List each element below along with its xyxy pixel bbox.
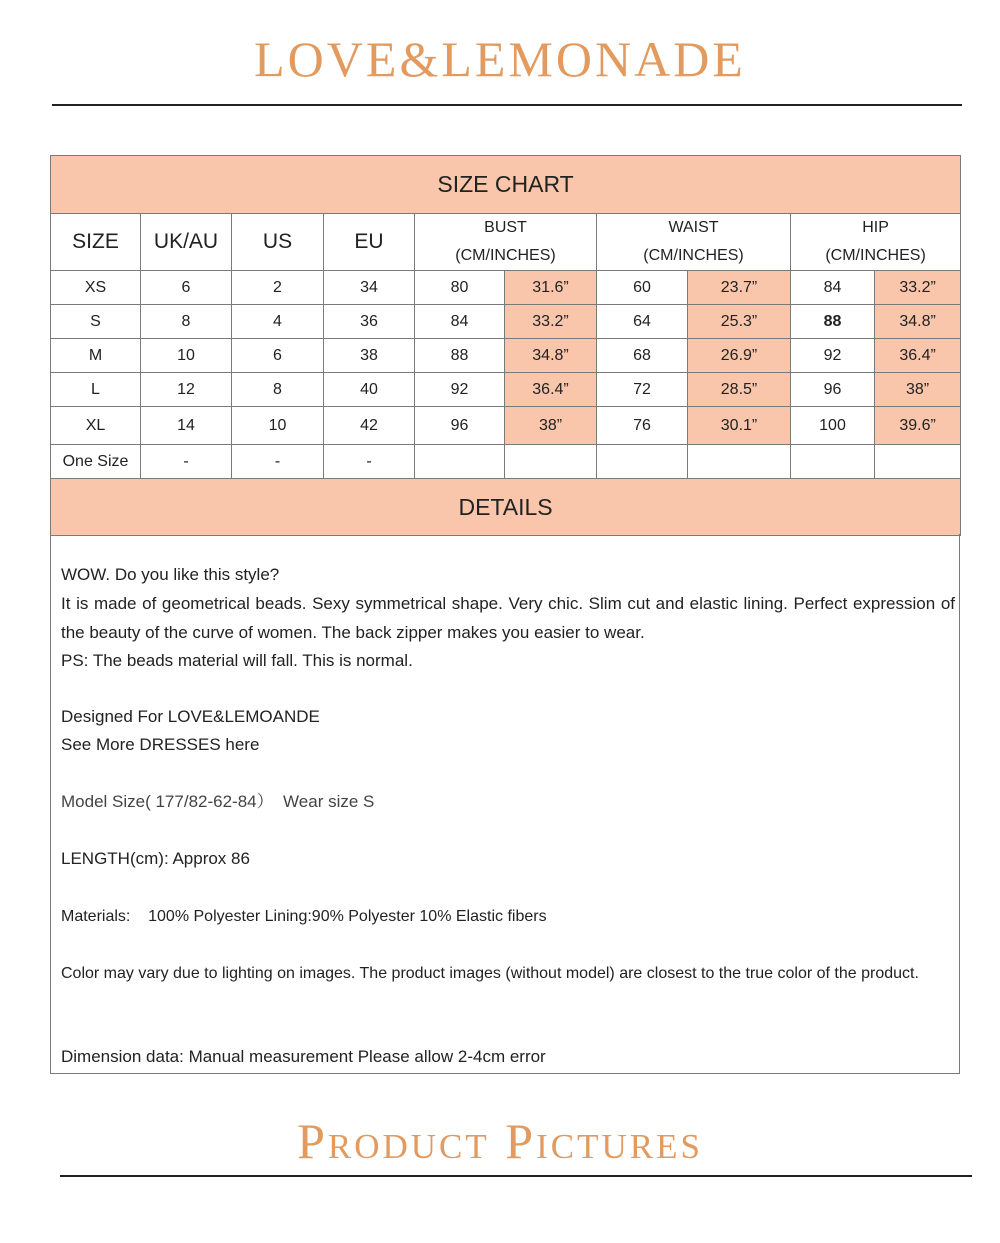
cell-size: S xyxy=(51,305,141,339)
cell-size: XL xyxy=(51,407,141,445)
table-row xyxy=(51,407,961,445)
hip-label: HIP xyxy=(862,219,889,236)
cell-ukau: 6 xyxy=(141,271,232,305)
cell-waist-in: 25.3” xyxy=(688,305,791,339)
hip-unit: (CM/INCHES) xyxy=(825,247,926,264)
cell-waist-cm: 72 xyxy=(597,373,688,407)
cell-waist-cm: 76 xyxy=(597,407,688,445)
cell-size: One Size xyxy=(51,445,141,479)
table-row xyxy=(51,339,961,373)
cell-eu: 34 xyxy=(324,271,415,305)
cell-waist-in: 30.1” xyxy=(688,407,791,445)
details-materials: Materials: 100% Polyester Lining:90% Polyester 10% Elastic fibers xyxy=(61,908,547,925)
cell-us: 10 xyxy=(232,407,324,445)
details-designed-for: Designed For LOVE&LEMOANDE xyxy=(61,707,320,726)
cell-bust-cm: 96 xyxy=(415,407,505,445)
cell-bust-cm: 84 xyxy=(415,305,505,339)
cell-bust-in: 38” xyxy=(505,407,597,445)
bust-label: BUST xyxy=(484,219,527,236)
cell-hip-in: 33.2” xyxy=(875,271,961,305)
cell-us: 6 xyxy=(232,339,324,373)
cell-waist-in: 28.5” xyxy=(688,373,791,407)
cell-size: XS xyxy=(51,271,141,305)
cell-bust-in xyxy=(505,445,597,479)
cell-eu: 38 xyxy=(324,339,415,373)
details-panel xyxy=(50,534,960,1074)
cell-waist-in xyxy=(688,445,791,479)
cell-hip-in xyxy=(875,445,961,479)
cell-ukau: - xyxy=(141,445,232,479)
details-title: DETAILS xyxy=(51,479,961,536)
column-header-us: US xyxy=(232,214,324,271)
column-header-waist xyxy=(597,214,791,271)
see-more-link[interactable]: See More DRESSES here xyxy=(61,735,260,754)
size-chart-table xyxy=(50,155,961,536)
cell-hip-cm: 96 xyxy=(791,373,875,407)
column-header-size: SIZE xyxy=(51,214,141,271)
column-header-hip xyxy=(791,214,961,271)
footer-divider xyxy=(60,1175,972,1177)
cell-hip-cm: 100 xyxy=(791,407,875,445)
cell-ukau: 14 xyxy=(141,407,232,445)
table-row xyxy=(51,445,961,479)
brand-title: LOVE&LEMONADE xyxy=(254,31,746,87)
header-divider xyxy=(52,104,962,106)
cell-bust-in: 31.6” xyxy=(505,271,597,305)
cell-bust-in: 34.8” xyxy=(505,339,597,373)
cell-waist-cm: 64 xyxy=(597,305,688,339)
details-ps: PS: The beads material will fall. This is normal. xyxy=(61,651,413,670)
cell-bust-in: 33.2” xyxy=(505,305,597,339)
cell-size: M xyxy=(51,339,141,373)
bust-unit: (CM/INCHES) xyxy=(455,247,556,264)
size-chart-title: SIZE CHART xyxy=(51,156,961,214)
column-header-bust xyxy=(415,214,597,271)
cell-ukau: 12 xyxy=(141,373,232,407)
cell-bust-cm: 80 xyxy=(415,271,505,305)
details-length: LENGTH(cm): Approx 86 xyxy=(61,849,250,868)
product-pictures-title: Product Pictures xyxy=(297,1113,703,1169)
details-model-size: Model Size( 177/82-62-84） Wear size S xyxy=(61,792,375,811)
cell-bust-cm xyxy=(415,445,505,479)
waist-label: WAIST xyxy=(668,219,719,236)
cell-waist-cm: 68 xyxy=(597,339,688,373)
waist-unit: (CM/INCHES) xyxy=(643,247,744,264)
cell-size: L xyxy=(51,373,141,407)
details-dimension-note: Dimension data: Manual measurement Please allow 2-4cm error xyxy=(61,1047,546,1066)
cell-eu: - xyxy=(324,445,415,479)
cell-bust-in: 36.4” xyxy=(505,373,597,407)
cell-waist-cm xyxy=(597,445,688,479)
table-row xyxy=(51,373,961,407)
cell-ukau: 8 xyxy=(141,305,232,339)
cell-hip-cm: 88 xyxy=(791,305,875,339)
cell-waist-in: 23.7” xyxy=(688,271,791,305)
cell-hip-in: 39.6” xyxy=(875,407,961,445)
cell-eu: 42 xyxy=(324,407,415,445)
column-header-ukau: UK/AU xyxy=(141,214,232,271)
details-color-note: Color may vary due to lighting on images. The product images (without model) are closest to the true color of the product. xyxy=(61,965,919,982)
cell-us: 4 xyxy=(232,305,324,339)
details-see-more[interactable] xyxy=(61,731,955,760)
table-row xyxy=(51,305,961,339)
cell-eu: 36 xyxy=(324,305,415,339)
cell-hip-in: 36.4” xyxy=(875,339,961,373)
cell-us: 2 xyxy=(232,271,324,305)
cell-bust-cm: 92 xyxy=(415,373,505,407)
cell-hip-cm: 84 xyxy=(791,271,875,305)
cell-eu: 40 xyxy=(324,373,415,407)
details-intro: WOW. Do you like this style? xyxy=(61,565,280,584)
cell-bust-cm: 88 xyxy=(415,339,505,373)
cell-us: 8 xyxy=(232,373,324,407)
column-header-eu: EU xyxy=(324,214,415,271)
cell-hip-cm xyxy=(791,445,875,479)
cell-hip-cm: 92 xyxy=(791,339,875,373)
table-row xyxy=(51,271,961,305)
cell-ukau: 10 xyxy=(141,339,232,373)
cell-waist-in: 26.9” xyxy=(688,339,791,373)
cell-us: - xyxy=(232,445,324,479)
details-description: It is made of geometrical beads. Sexy symmetrical shape. Very chic. Slim cut and elastic lining. Perfect expression of the beauty of the curve of women. The back zipper makes you easier to wear. xyxy=(61,594,955,642)
cell-waist-cm: 60 xyxy=(597,271,688,305)
cell-hip-in: 34.8” xyxy=(875,305,961,339)
cell-hip-in: 38” xyxy=(875,373,961,407)
